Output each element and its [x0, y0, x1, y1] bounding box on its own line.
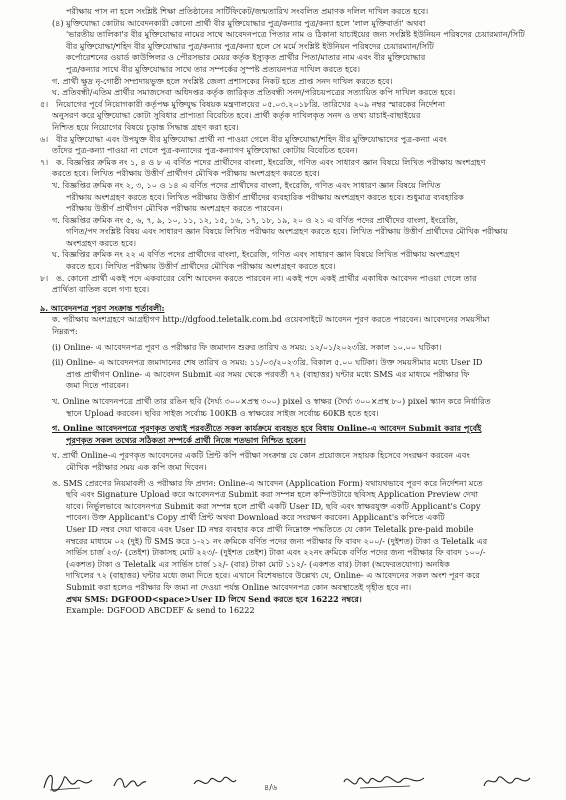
signature-4	[340, 768, 430, 796]
text-line: নিশ্চিত হয়ে নিয়োগের বিষয়ে চূড়ান্ত সিদ্ধান্ত গ্রহণ করা হবে।	[52, 121, 239, 132]
text-line: Submit করা হলেও পরীক্ষার ফি জমা না দেওয়া পর্যন্ত Online আবেদনপত্র কোন অবস্থাতেই গৃহীত হবে না।	[66, 581, 412, 592]
clause-8	[40, 273, 546, 285]
text-line: অংশগ্রহণ করতে হবে।	[66, 237, 136, 248]
text-line: ক. বিজ্ঞপ্তির ক্রমিক নং ১, ৪ ও ৮ এ বর্ণিত পদের প্রার্থীদের বাংলা, ইংরেজি, গণিত এবং সাধারণ জ্ঞান বিষয়ে লিখিত পরীক্ষায় অংশগ্রহণ	[56, 156, 486, 167]
text-line: ছবি এবং Signature Upload করে আবেদনপত্র Submit করা সম্পন্ন হলে কম্পিউটারে ছবিসহ Application Preview দেখা	[66, 489, 479, 500]
text-line: ঘ. প্রার্থী Online-এ পূরণকৃত আবেদনের একটি প্রিন্ট কপি পরীক্ষা সংক্রান্ত যে কোন প্রয়োজনে সহায়ক হিসেবে সংরক্ষণ করবেন এবং	[52, 450, 470, 461]
signature-5	[480, 768, 536, 796]
page-number: ৪/৬	[264, 783, 278, 792]
text-line: (ii) Online- এ আবেদনপত্র জমাদানের শেষ তারিখ ও সময়: ১১/০৩/২০২৩খ্রি. বিকাল ৫.০০ ঘটিকা। উক্ত সময়সীমার মধ্যে User ID	[52, 357, 483, 368]
text-line: পরীক্ষায় পাস না হলে সংশ্লিষ্ট শিক্ষা প্রতিষ্ঠানের সার্টিফিকেট/জন্মতারিখ সংবলিত প্রমাণক দলিল দাখিল করতে হবে।	[66, 6, 429, 16]
text-line: ঘ. প্রতিবন্ধী/এতিম প্রার্থীর সমাজসেবা অধিদপ্তর কর্তৃক জারিকৃত প্রতিবন্ধী সনদ/পরিচয়পত্রের সত্যায়িত কপি দাখিল করতে হবে।	[52, 87, 456, 98]
text-line: করতে হবে। লিখিত পরীক্ষায় উত্তীর্ণ প্রার্থীদের মৌখিক পরীক্ষায় অংশগ্রহণ করতে হবে।	[66, 261, 336, 272]
text-line: জমা দিতে পারবেন।	[66, 380, 129, 391]
text-line: নিয়োগের পূর্বে নিয়োগকারী কর্তৃপক্ষ মুক্তিযুদ্ধ বিষয়ক মন্ত্রণালয়ের ০৫.০৩.২০১৮খ্রি. তারিখের ২০৯ নম্বর স্মারকের নির্দেশনা	[56, 98, 446, 109]
text-line: মৌখিক পরীক্ষার সময় এক কপি জমা দিবেন।	[66, 461, 207, 472]
clause-5	[40, 99, 546, 111]
list-marker: ৫।	[40, 98, 49, 109]
text-line: তাঁদের পুত্র-কন্যা পাওয়া না গেলে পুত্র-কন্যাদের পুত্র-কন্যাগণ মুক্তিযোদ্ধা কোটায় বিবেচিত হবেন।	[52, 145, 358, 156]
text-line: গ. বিজ্ঞপ্তির ক্রমিক নং ৫, ৬, ৭, ৯, ১০, ১১, ১২, ১৫, ১৬, ১৭, ১৮, ১৯, ২০ ও ২১ এ বর্ণিত পদের প্রার্থীদের বাংলা, ইংরেজি,	[52, 214, 459, 225]
text-line: প্রার্থিতা বাতিল বলে গণ্য হবে।	[52, 284, 150, 295]
text-line: নম্বরের মাধ্যমে ০২ (দুই) টি SMS করে ১-২১ নং ক্রমিকে বর্ণিত পদের জন্য পরীক্ষার ফি বাবদ ২০০/- (দুইশত) টাকা ও Teletalk এর	[66, 535, 488, 546]
text-line: গণিত/পদ সংশ্লিষ্ট বিষয় এবং সাধারণ জ্ঞান বিষয়ে লিখিত পরীক্ষায় অংশগ্রহণ করতে হবে। লিখিত পরীক্ষায় উত্তীর্ণ প্রার্থীদের মৌখিক পরীক্ষায়	[66, 226, 508, 237]
text-line: নিম্নরূপ:	[52, 326, 78, 337]
text-line: পরীক্ষায় অংশগ্রহণ করতে হবে। লিখিত পরীক্ষায় উত্তীর্ণ প্রার্থীদের ব্যবহারিক পরীক্ষায় অংশগ্রহণ করতে হবে। শুধুমাত্র ব্যবহারিক	[66, 191, 464, 202]
clause-7	[40, 157, 546, 169]
text-line: 'ভারতীয় তালিকা'র বীর মুক্তিযোদ্ধার নামের সাথে আবেদনপত্রে পিতার নাম ও ঠিকানা যাচাইয়ের জন্য সংশ্লিষ্ট ইউনিয়ন পরিষদের চেয়ারম্যান/সিটি	[66, 29, 525, 40]
text-line: পাবেন। উক্ত Applicant's Copy প্রার্থী প্রিন্ট অথবা Download করে সংরক্ষণ করবেন। Applicant's কপিতে একটি	[66, 512, 445, 523]
text-line: খ. বিজ্ঞপ্তির ক্রমিক নং ২, ৩, ১০ ও ১৪ এ বর্ণিত পদের প্রার্থীদের বাংলা, ইংরেজি, গণিত এবং সাধারণ জ্ঞান বিষয়ে লিখিত	[52, 179, 441, 190]
text-line: পরীক্ষায় উত্তীর্ণ প্রার্থীগণ মৌখিক পরীক্ষায় অংশগ্রহণ করতে পারবেন।	[66, 203, 283, 214]
section-heading: ৯. আবেদনপত্র পূরণ সংক্রান্ত শর্তাবলী:	[40, 302, 165, 313]
text-line: ঙ. কোনো প্রার্থী একই পদে একবারের বেশি আবেদন করতে পারবেন না। একই পদে একই প্রার্থীর একাধিক আবেদন পাওয়া গেলে তার	[56, 272, 477, 283]
text-line: পুত্র/কন্যার সাথে বীর মুক্তিযোদ্ধার সাথে তার সম্পর্কের সুস্পষ্ট প্রত্যয়নপত্র দাখিল করতে হবে।	[66, 63, 360, 74]
text-line: ঙ. SMS প্রেরণের নিয়মাবলী ও পরীক্ষার ফি প্রদান: Online-এ আবেদন (Application Form) যথাযথভাবে পূরণ করে নির্দেশনা মতে	[52, 477, 483, 488]
sms-example: Example: DGFOOD ABCDEF & send to 16222	[66, 605, 255, 616]
list-marker: ৮।	[40, 272, 49, 283]
text-line: স্থানে Upload করবেন। ছবির সাইজ সর্বোচ্চ 100KB ও স্বাক্ষরের সাইজ সর্বোচ্চ 60KB হতে হবে।	[66, 407, 379, 418]
text-line: সার্ভিস চার্জ ২৩/- (তেইশ) টাকাসহ মোট ২২৩/- (দুইশত তেইশ) টাকা এবং ২২নং ক্রমিকে বর্ণিত পদের জন্য পরীক্ষার ফি বাবদ ১০০/-	[66, 547, 486, 558]
text-line: প্রাপ্ত প্রার্থীগণ Online- এ আবেদন Submit এর সময় থেকে পরবর্তী ৭২ (বাহাত্তর) ঘন্টার মধ্যে SMS এর মাধ্যমে পরীক্ষার ফি	[66, 368, 470, 379]
text-line: করতে হবে। লিখিত পরীক্ষায় উত্তীর্ণ প্রার্থীগণ মৌখিক পরীক্ষায় অংশগ্রহণ করতে হবে।	[52, 168, 320, 179]
signature-2	[110, 768, 150, 796]
text-line: গ. প্রার্থী ক্ষুদ্র নৃ-গোষ্ঠী সম্প্রদায়ভুক্ত হলে সংশ্লিষ্ট জেলা প্রশাসকের নিকট হতে প্রাপ্ত সনদ দাখিল করতে হবে।	[52, 75, 393, 86]
list-marker: ৭।	[40, 156, 49, 167]
signature-3	[190, 768, 240, 796]
text-line: যাবে। নির্ভুলভাবে আবেদনপত্র Submit করা সম্পন্ন হলে প্রার্থী একটি User ID, ছবি এবং স্বাক্ষরযুক্ত একটি Applicant's Copy	[66, 500, 481, 511]
text-line: কর্পোরেশনের ওয়ার্ড কাউন্সিলর ও পৌরসভার মেয়র কর্তৃক ইস্যুকৃত প্রার্থীর পিতা/মাতার নাম এবং বীর মুক্তিযোদ্ধার	[66, 52, 426, 63]
signature-1	[40, 768, 100, 796]
list-marker: ৬।	[40, 133, 49, 144]
text-line: অনুসরণ করে মুক্তিযোদ্ধা কোটা সুবিধার প্রাপ্যতা বিবেচিত হবে। প্রার্থী কর্তৃক দাখিলকৃত সনদ ও তথ্য যাচাই-বাছাইয়ের	[52, 110, 421, 121]
clause-6	[40, 134, 546, 146]
text-line: User ID নম্বর দেয়া থাকবে এবং User ID নম্বর ব্যবহার করে প্রার্থী নিম্নোক্ত পদ্ধতিতে যে কোন Teletalk pre-paid mobile	[66, 523, 474, 534]
text-line: (৪) মুক্তিযোদ্ধা কোটায় আবেদনকারী কোনো প্রার্থী বীর মুক্তিযোদ্ধার পুত্র/কন্যার পুত্র/কন্যা হলে 'লাল মুক্তিবার্তা' অথবা	[52, 17, 426, 28]
text-line: দাখিলের ৭২ (বাহাত্তর) ঘন্টার মধ্যে জমা দিতে হবে। এখানে বিশেষভাবে উল্লেখ্য যে, Online- এ আবেদনের সকল অংশ পূরণ করে	[66, 570, 480, 581]
text-line: (একশত) টাকা ও Teletalk এর সার্ভিস চার্জ ১২/- (বার) টাকা মোট ১১২/- (একশত বার) টাকা (অফেরতযোগ্য) অনধিক	[66, 558, 450, 569]
text-line: ক. পরীক্ষায় অংশগ্রহণে আগ্রহীগণ http://dgfood.teletalk.com.bd ওয়েবসাইটে আবেদন পূরণ করতে পারবেন। আবেদনের সময়সীমা	[52, 314, 490, 325]
document-page	[40, 6, 546, 766]
bold-notice-line: গ. Online আবেদনপত্রে পূরণকৃত তথ্যই পরবর্তীতে সকল কার্যক্রমে ব্যবহৃত হবে বিধায় Online-এ আবেদন Submit করার পূর্বেই	[52, 423, 482, 434]
text-line: ঘ. বিজ্ঞপ্তির ক্রমিক নং ২২ এ বর্ণিত পদের প্রার্থীদের বাংলা, ইংরেজি, গণিত এবং সাধারণ জ্ঞান বিষয়ে লিখিত পরীক্ষায় অংশগ্রহণ	[52, 249, 460, 260]
text-line: বীর মুক্তিযোদ্ধা এবং উপযুক্ত বীর মুক্তিযোদ্ধা প্রার্থী না পাওয়া গেলে বীর মুক্তিযোদ্ধা/শহিদ বীর মুক্তিযোদ্ধাদের পুত্র-কন্যা এবং	[56, 133, 447, 144]
bold-notice-line: পূরণকৃত সকল তথ্যের সঠিকতা সম্পর্কে প্রার্থী নিজে শতভাগ নিশ্চিত হবেন।	[66, 434, 306, 445]
text-line: বীর মুক্তিযোদ্ধা/শহিদ বীর মুক্তিযোদ্ধার পুত্র/কন্যার পুত্র/কন্যা হলে সে মর্মে সংশ্লিষ্ট ইউনিয়ন পরিষদের চেয়ারম্যান/সিটি	[66, 40, 434, 51]
text-line: খ. Online আবেদনপত্রে প্রার্থী তার রঙিন ছবি (দৈর্ঘ্য ৩০০×প্রস্থ ৩০০) pixel ও স্বাক্ষর (দৈর্ঘ্য ৩০০×প্রস্থ ৮০) pixel স্ক্যান করে নির্ধারিত	[52, 396, 491, 406]
sms-instruction: প্রথম SMS: DGFOOD<space>User ID লিখে Send করতে হবে 16222 নম্বরে।	[66, 593, 362, 604]
signature-row	[40, 768, 546, 796]
text-line: (i) Online- এ আবেদনপত্র পূরণ ও পরীক্ষার ফি জমাদান শুরুর তারিখ ও সময়: ১২/০১/২০২৩খ্রি. সকাল ১০.০০ ঘটিকা।	[52, 341, 442, 352]
